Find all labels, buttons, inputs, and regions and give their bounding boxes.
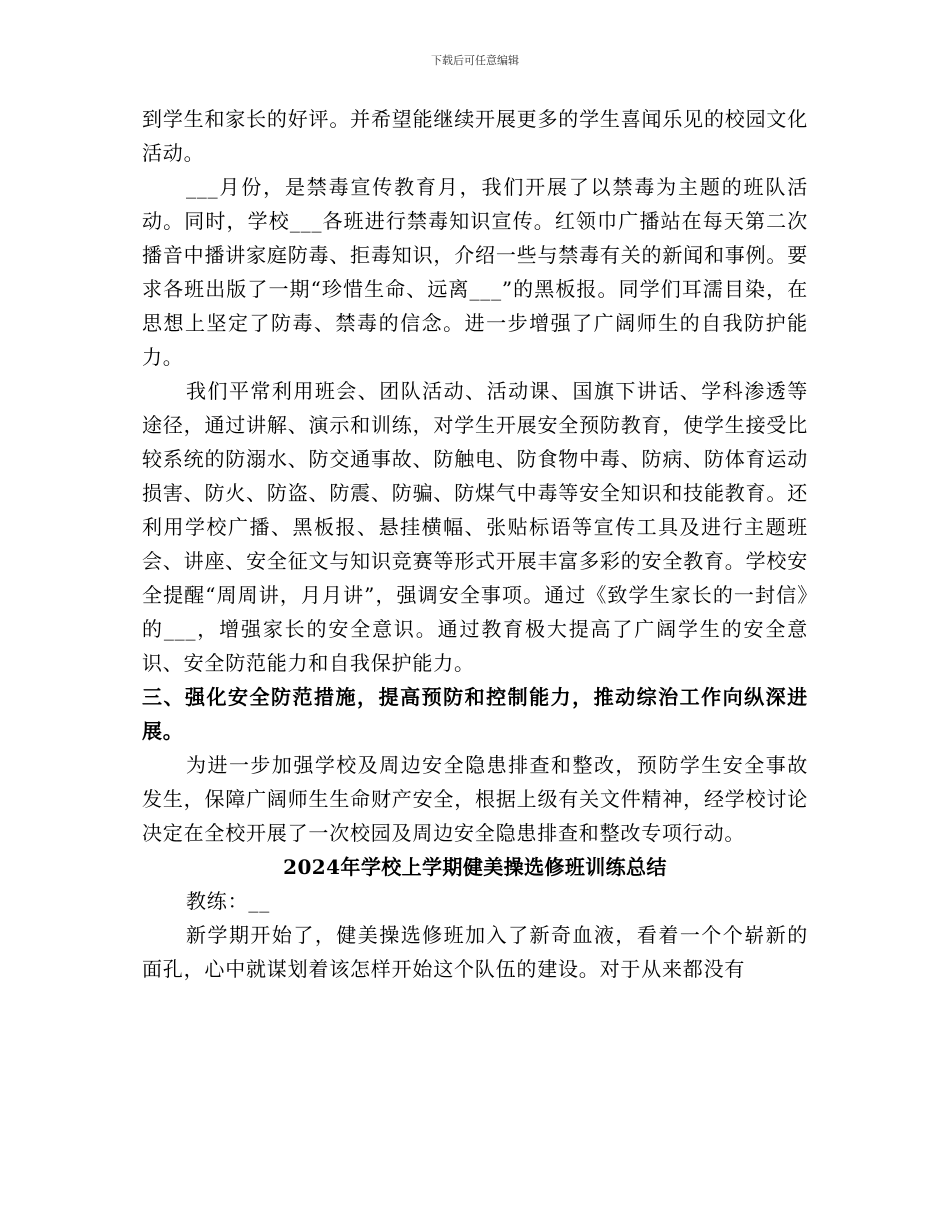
coach-line: 教练：__ xyxy=(186,889,270,913)
paragraph-hazard-inspection: 为进一步加强学校及周边安全隐患排查和整改，预防学生安全事故发生，保障广阔师生生命财产安全，根据上级有关文件精神，经学校讨论决定在全校开展了一次校园及周边安全隐患排查和整改专项行动。 xyxy=(142,753,808,845)
document-body xyxy=(142,102,808,986)
page-header: 下载后可任意编辑 xyxy=(431,54,519,67)
section-heading: 三、强化安全防范措施，提高预防和控制能力，推动综治工作向纵深进展。 xyxy=(142,685,808,743)
paragraph-new-semester: 新学期开始了，健美操选修班加入了新奇血液，看着一个个崭新的面孔，心中就谋划着该怎样开始这个队伍的建设。对于从来都没有 xyxy=(142,923,808,981)
document-title: 2024年学校上学期健美操选修班训练总结 xyxy=(283,855,667,879)
paragraph-continuation: 到学生和家长的好评。并希望能继续开展更多的学生喜闻乐见的校园文化活动。 xyxy=(142,107,808,165)
paragraph-safety-education: 我们平常利用班会、团队活动、活动课、国旗下讲话、学科渗透等途径，通过讲解、演示和训练，对学生开展安全预防教育，使学生接受比较系统的防溺水、防交通事故、防触电、防食物中毒、防病、防体育运动损害、防火、防盗、防震、防骗、防煤气中毒等安全知识和技能教育。还利用学校广播、黑板报、悬挂横幅、张贴标语等宣传工具及进行主题班会、讲座、安全征文与知识竞赛等形式开展丰富多彩的安全教育。学校安全提醒“周周讲，月月讲”，强调安全事项。通过《致学生家长的一封信》的___，增强家长的安全意识。通过教育极大提高了广阔学生的安全意识、安全防范能力和自我保护能力。 xyxy=(142,379,808,675)
paragraph-drug-prevention: ___月份，是禁毒宣传教育月，我们开展了以禁毒为主题的班队活动。同时，学校___各班进行禁毒知识宣传。红领巾广播站在每天第二次播音中播讲家庭防毒、拒毒知识，介绍一些与禁毒有关的新闻和事例。要求各班出版了一期“珍惜生命、远离___”的黑板报。同学们耳濡目染，在思想上坚定了防毒、禁毒的信念。进一步增强了广阔师生的自我防护能力。 xyxy=(142,175,808,369)
